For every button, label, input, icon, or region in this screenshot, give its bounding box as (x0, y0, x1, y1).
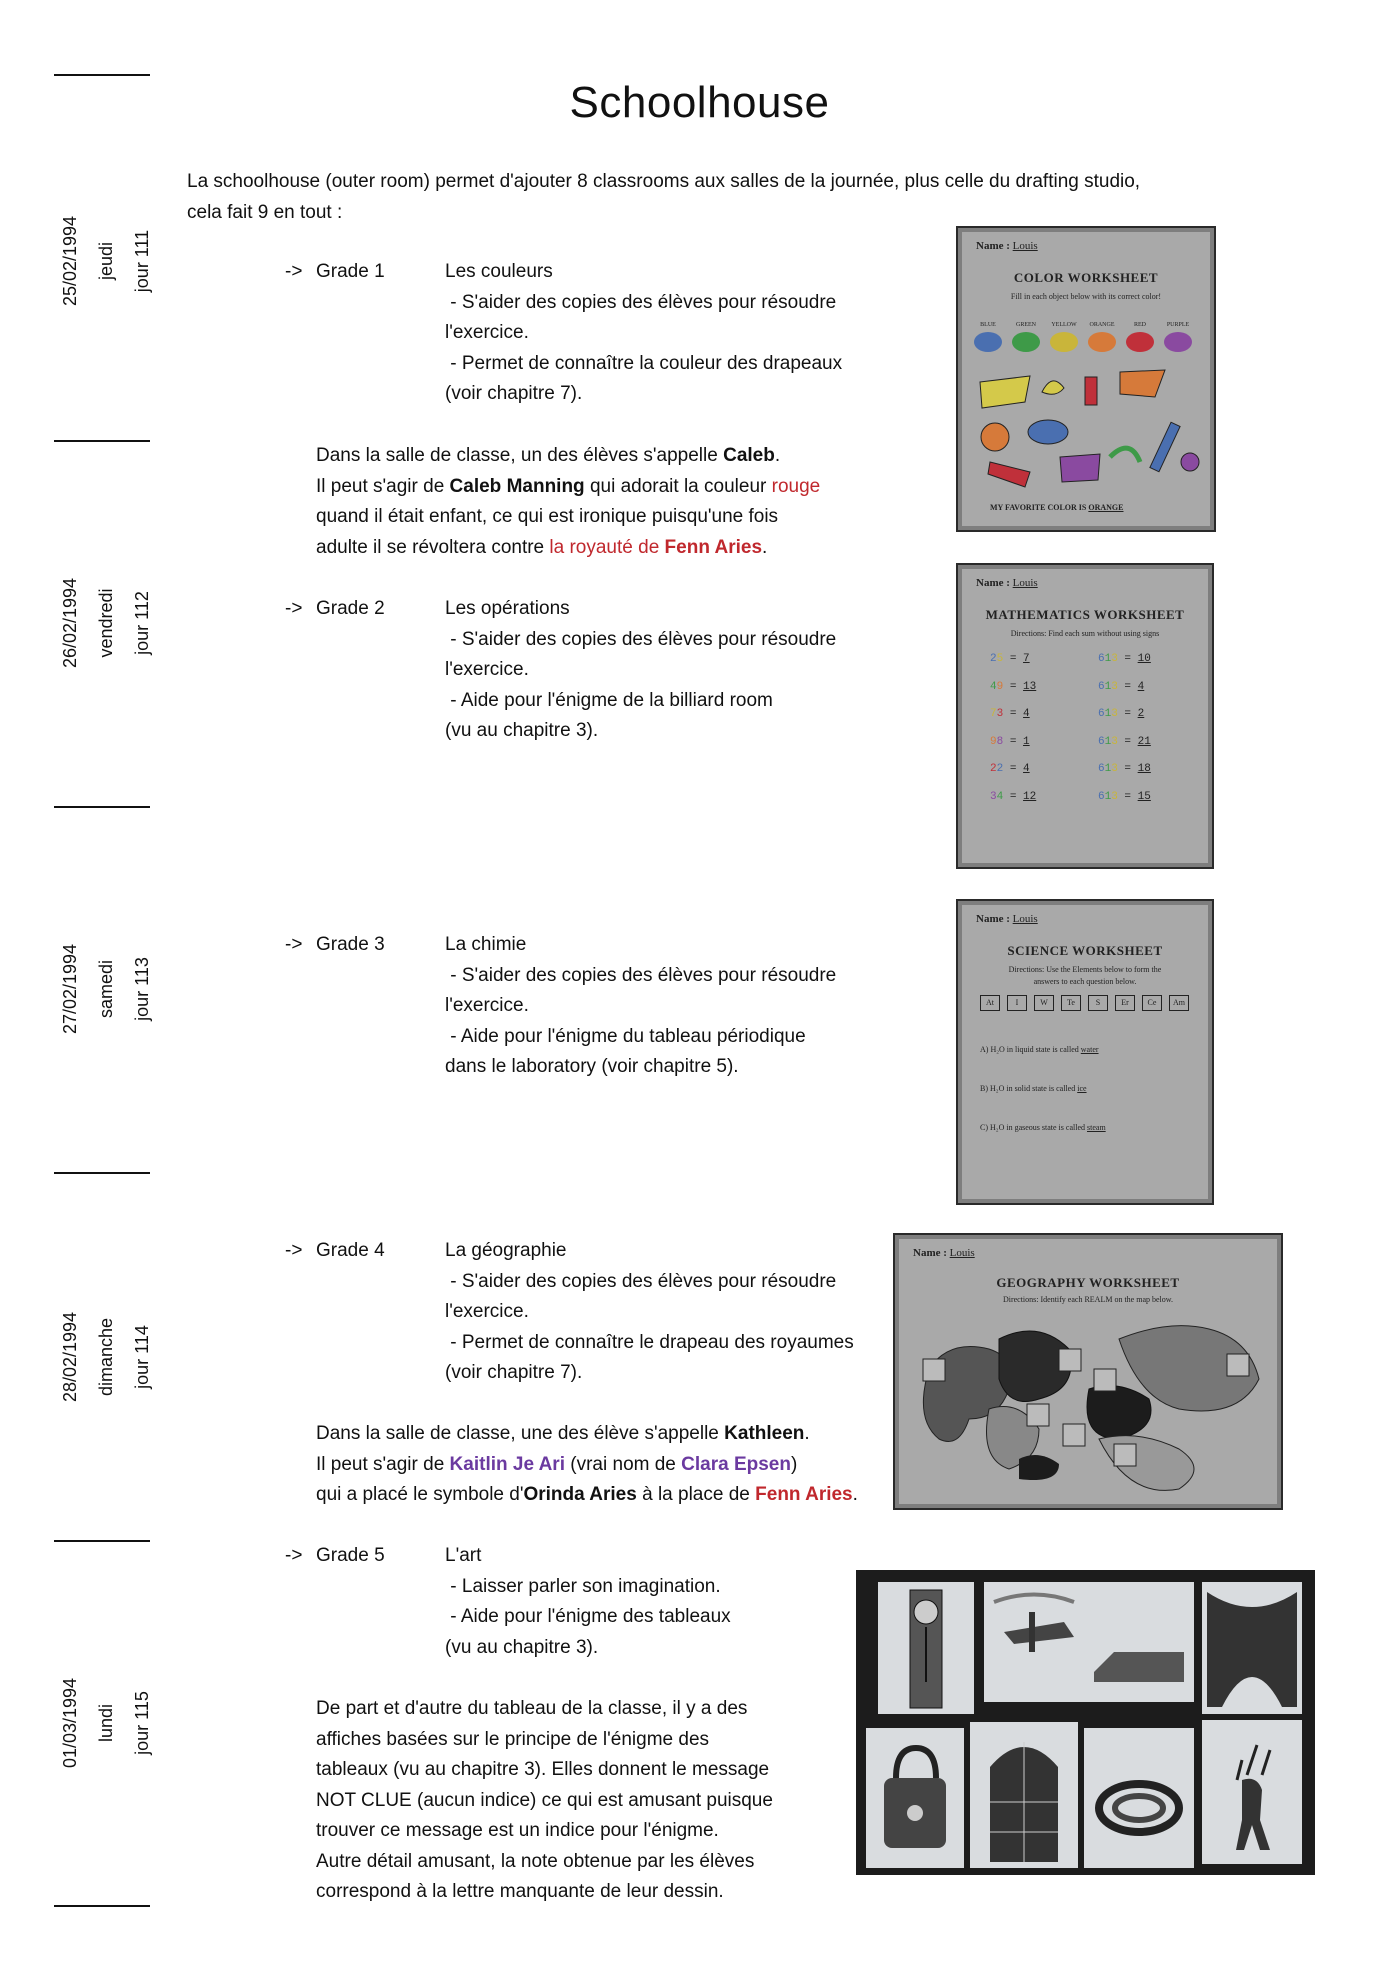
color-label: ORANGE (1089, 322, 1115, 328)
art-note (316, 1694, 773, 1908)
note-text: à la place de (636, 1484, 756, 1505)
sidebar-day (58, 558, 154, 688)
grade-line: l'exercice. (445, 1301, 529, 1322)
math-equation: 49 = 13 (990, 680, 1037, 693)
note-text: qui a placé le symbole d' (316, 1484, 524, 1505)
poster-curtain (1202, 1582, 1302, 1714)
note-text: ) (790, 1453, 798, 1475)
element-box: Te (1061, 995, 1081, 1011)
day-number: jour 114 (132, 1325, 152, 1389)
science-worksheet-image (956, 899, 1214, 1205)
note-line: tableaux (vu au chapitre 3). Elles donnent le message (316, 1759, 770, 1780)
ws-title: SCIENCE WORKSHEET (1007, 943, 1163, 958)
math-equation: 613 = 2 (1098, 708, 1145, 720)
day-date: 25/02/1994 (60, 215, 80, 307)
day-weekday: lundi (96, 1703, 116, 1743)
math-equation: 22 = 4 (990, 763, 1030, 775)
grade-line: (voir chapitre 7). (445, 383, 583, 404)
note-text: quand il était enfant, ce qui est ironique puisqu'une fois (316, 506, 779, 527)
grade-line: - S'aider des copies des élèves pour résoudre (445, 291, 837, 313)
grade-description (445, 1236, 854, 1389)
math-equation: 613 = 21 (1098, 735, 1151, 748)
note-text: (vrai nom de (565, 1453, 682, 1475)
color-swatch (1050, 332, 1078, 352)
note-line: De part et d'autre du tableau de la classe, il y a des (316, 1698, 748, 1719)
poster-padlock (866, 1728, 964, 1868)
math-equation: 613 = 18 (1098, 763, 1151, 775)
hose-drawing (1084, 1728, 1194, 1868)
color-label: RED (1134, 322, 1146, 328)
ws-directions: answers to each question below. (1033, 977, 1137, 986)
element-box: S (1088, 995, 1108, 1011)
color-objects-drawing (970, 362, 1210, 492)
science-question: B) H₂O in solid state is called ice (980, 1084, 1087, 1093)
ws-directions: Directions: Use the Elements below to form the (1008, 965, 1162, 974)
sidebar-divider (54, 1540, 150, 1542)
math-equation: 613 = 15 (1098, 790, 1151, 803)
day-weekday: jeudi (96, 241, 116, 281)
sidebar-divider (54, 74, 150, 76)
ws-name-value: Louis (1012, 913, 1038, 925)
science-question: A) H₂O in liquid state is called water (980, 1045, 1099, 1054)
ws-name-value: Louis (1012, 240, 1038, 252)
ws-name-value: Louis (949, 1247, 975, 1259)
day-weekday: vendredi (96, 588, 116, 658)
grade-line: dans le laboratory (voir chapitre 5). (445, 1056, 739, 1077)
sidebar-divider (54, 440, 150, 442)
math-worksheet-image (956, 563, 1214, 869)
note-line: NOT CLUE (aucun indice) ce qui est amusant puisque (316, 1789, 773, 1811)
grade-line: l'exercice. (445, 322, 529, 343)
element-box: Er (1115, 995, 1135, 1011)
ws-directions: Directions: Identify each REALM on the map below. (1002, 1295, 1174, 1304)
poster-window (970, 1722, 1078, 1868)
ws-favorite-label: MY FAVORITE COLOR IS (990, 503, 1087, 512)
grade-line: (vu au chapitre 3). (445, 720, 599, 741)
grade-line: (vu au chapitre 3). (445, 1636, 599, 1658)
note-line: correspond à la lettre manquante de leur dessin. (316, 1881, 724, 1902)
intro-line: cela fait 9 en tout : (187, 201, 343, 223)
note-text: . (804, 1423, 810, 1444)
clock-drawing (878, 1582, 974, 1714)
day-date: 27/02/1994 (60, 943, 80, 1035)
grade-label: Grade 5 (316, 1545, 385, 1566)
grade-line: - Aide pour l'énigme des tableaux (445, 1606, 731, 1627)
poster-biplane-mansion (984, 1582, 1194, 1702)
grade-arrow: -> (285, 1545, 303, 1566)
ws-favorite-value: ORANGE (1088, 503, 1124, 512)
grade-arrow: -> (285, 598, 303, 619)
curtain-drawing (1202, 1582, 1302, 1714)
padlock-drawing (866, 1728, 964, 1868)
note-name-orinda-aries: Orinda Aries (523, 1484, 637, 1505)
note-name-caleb-manning: Caleb Manning (449, 475, 585, 497)
color-label: GREEN (1016, 322, 1036, 328)
poster-hose (1084, 1728, 1194, 1868)
grade-subject: Les couleurs (445, 261, 553, 282)
intro-paragraph (187, 167, 1140, 228)
grade-description (445, 1541, 731, 1663)
color-label: YELLOW (1051, 322, 1077, 328)
note-text: . (774, 445, 781, 466)
element-box: Ce (1142, 995, 1162, 1011)
grade-label: Grade 1 (316, 261, 385, 282)
note-name-fenn-aries: Fenn Aries (755, 1484, 853, 1505)
day-number: jour 113 (132, 957, 152, 1021)
grade-line: - S'aider des copies des élèves pour résoudre (445, 1270, 837, 1292)
math-equation: 98 = 1 (990, 735, 1030, 748)
grade-line: - S'aider des copies des élèves pour résoudre (445, 964, 837, 986)
math-equation: 25 = 7 (990, 653, 1030, 665)
grade-line: - Aide pour l'énigme du tableau périodique (445, 1025, 806, 1047)
caleb-note (316, 441, 820, 563)
color-swatch (1088, 332, 1116, 352)
grade-subject: L'art (445, 1545, 482, 1566)
biplane-mansion-drawing (984, 1582, 1194, 1702)
ws-name-label: Name : (976, 913, 1010, 925)
day-date: 28/02/1994 (60, 1311, 80, 1403)
page-title: Schoolhouse (569, 78, 830, 127)
window-drawing (970, 1722, 1078, 1868)
poster-clock (878, 1582, 974, 1714)
color-swatch (1164, 332, 1192, 352)
note-name-fenn-aries: Fenn Aries (664, 536, 763, 558)
grade-arrow: -> (285, 934, 303, 955)
note-text: . (852, 1484, 858, 1505)
grade-line: - S'aider des copies des élèves pour résoudre (445, 628, 837, 650)
math-equation: 613 = 10 (1098, 653, 1151, 665)
grade-label: Grade 4 (316, 1240, 385, 1261)
day-weekday: samedi (96, 959, 116, 1019)
ws-title: MATHEMATICS WORKSHEET (985, 607, 1185, 622)
grade-label: Grade 2 (316, 598, 385, 619)
grade-line: - Permet de connaître la couleur des drapeaux (445, 352, 843, 374)
grade-arrow: -> (285, 1240, 303, 1261)
note-name-kathleen: Kathleen (724, 1423, 805, 1444)
element-box: I (1007, 995, 1027, 1011)
day-date: 26/02/1994 (60, 577, 80, 669)
sidebar-day (58, 1292, 154, 1422)
day-weekday: dimanche (96, 1317, 116, 1397)
note-text: qui adorait la couleur (584, 475, 772, 497)
kathleen-note (316, 1419, 858, 1511)
color-swatch (974, 332, 1002, 352)
grade-subject: Les opérations (445, 598, 570, 619)
grade-description (445, 257, 842, 410)
grade-line: - Laisser parler son imagination. (445, 1575, 721, 1597)
note-royalty: la royauté de (549, 536, 665, 558)
color-swatch (1012, 332, 1040, 352)
ws-title: COLOR WORKSHEET (1013, 270, 1159, 285)
grade-line: - Aide pour l'énigme de la billiard room (445, 689, 773, 711)
ws-name-label: Name : (976, 240, 1010, 252)
ws-directions: Fill in each object below with its correct color! (1010, 292, 1162, 301)
grade-line: l'exercice. (445, 995, 529, 1016)
day-number: jour 111 (132, 229, 152, 293)
grade-description (445, 594, 836, 747)
note-color-red: rouge (771, 475, 821, 497)
note-text: Dans la salle de classe, une des élève s'appelle (316, 1423, 725, 1444)
grade-line: l'exercice. (445, 659, 529, 680)
deer-drawing (1202, 1720, 1302, 1864)
science-question: C) H₂O in gaseous state is called steam (980, 1123, 1106, 1132)
math-equation: 73 = 4 (990, 708, 1030, 720)
grade-line: (voir chapitre 7). (445, 1362, 583, 1383)
sidebar-divider (54, 1172, 150, 1174)
grade-line: - Permet de connaître le drapeau des royaumes (445, 1331, 854, 1353)
day-number: jour 112 (132, 591, 152, 655)
note-name-kaitlin-je-ari: Kaitlin Je Ari (449, 1453, 565, 1475)
ws-name-label: Name : (976, 577, 1010, 589)
note-text: Il peut s'agir de (316, 1453, 450, 1475)
math-equation: 34 = 12 (990, 790, 1037, 803)
poster-deer (1202, 1720, 1302, 1864)
element-box: W (1034, 995, 1054, 1011)
note-text: adulte il se révoltera contre (316, 536, 550, 558)
grade-subject: La géographie (445, 1240, 567, 1261)
geography-worksheet-image (893, 1233, 1283, 1510)
note-text: . (762, 536, 768, 558)
note-line: affiches basées sur le principe de l'énigme des (316, 1728, 710, 1750)
sidebar-day (58, 1658, 154, 1788)
color-label: BLUE (980, 322, 996, 328)
sidebar-divider (54, 1905, 150, 1907)
color-swatch (1126, 332, 1154, 352)
note-text: Il peut s'agir de (316, 475, 450, 497)
grade-description (445, 930, 836, 1083)
note-name-clara-epsen: Clara Epsen (681, 1453, 791, 1475)
grade-arrow: -> (285, 261, 303, 282)
grade-label: Grade 3 (316, 934, 385, 955)
note-line: Autre détail amusant, la note obtenue par les élèves (316, 1850, 755, 1872)
grade-subject: La chimie (445, 934, 527, 955)
day-number: jour 115 (132, 1691, 152, 1755)
sidebar-day (58, 196, 154, 326)
world-map-drawing (909, 1309, 1269, 1499)
note-text: Dans la salle de classe, un des élèves s'appelle (316, 445, 724, 466)
color-label: PURPLE (1166, 322, 1190, 328)
sidebar-day (58, 924, 154, 1054)
sidebar-divider (54, 806, 150, 808)
note-name-caleb: Caleb (723, 445, 775, 466)
ws-name-label: Name : (913, 1247, 947, 1259)
element-box: At (980, 995, 1000, 1011)
art-posters-image (856, 1570, 1315, 1875)
ws-title: GEOGRAPHY WORKSHEET (996, 1275, 1180, 1290)
intro-line: La schoolhouse (outer room) permet d'ajouter 8 classrooms aux salles de la journée, plus celle du drafting studio, (187, 171, 1141, 192)
element-box: Am (1169, 995, 1189, 1011)
ws-name-value: Louis (1012, 577, 1038, 589)
note-line: trouver ce message est un indice pour l'énigme. (316, 1820, 719, 1841)
color-worksheet-image (956, 226, 1216, 532)
day-date: 01/03/1994 (60, 1677, 80, 1769)
math-equation: 613 = 4 (1098, 680, 1145, 693)
ws-directions: Directions: Find each sum without using signs (1010, 629, 1160, 638)
